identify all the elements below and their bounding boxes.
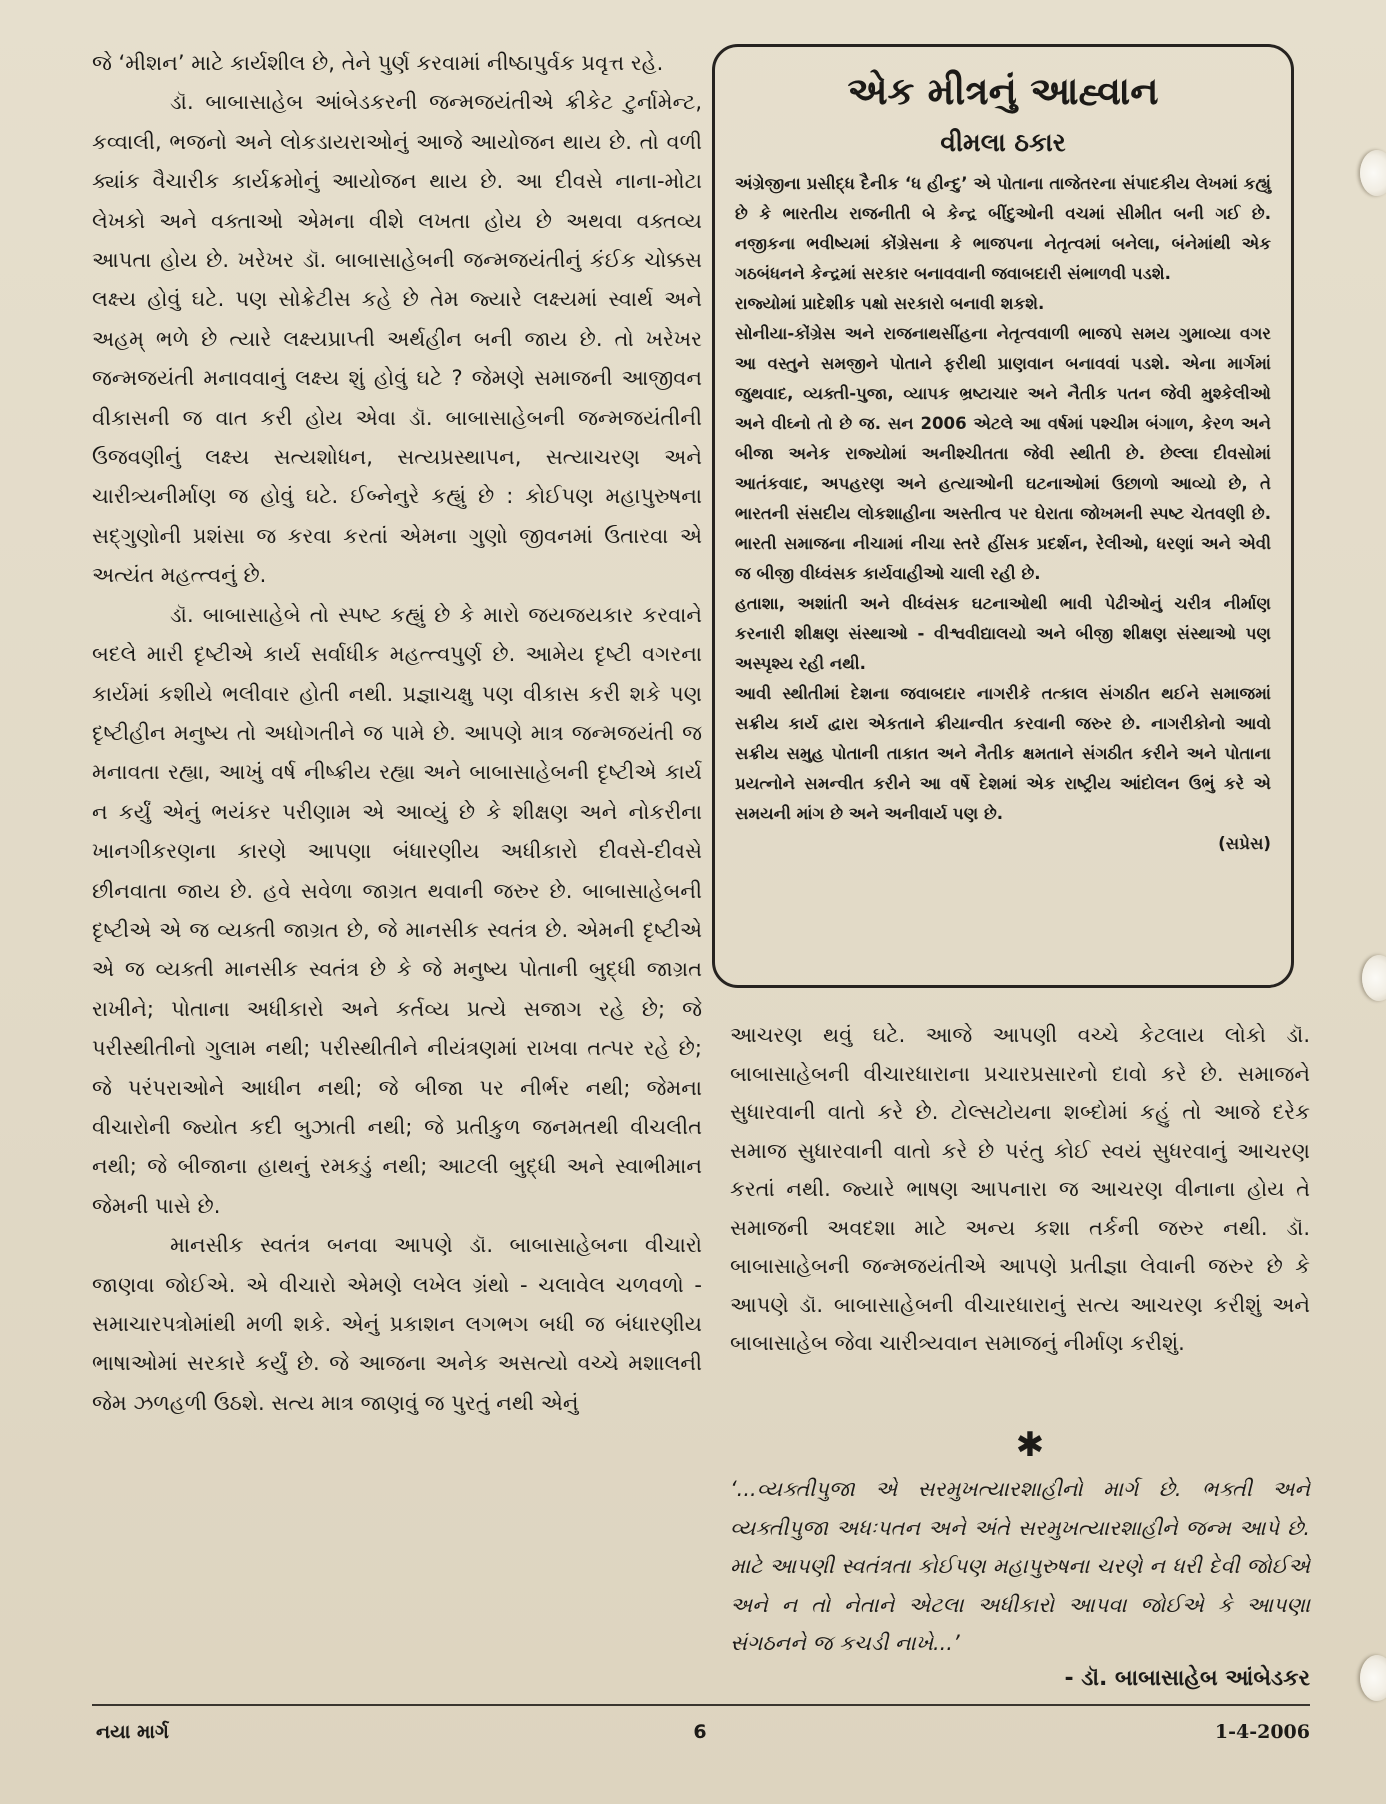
asterisk-separator-icon: ✱ <box>1015 1425 1045 1465</box>
box-paragraph: સોનીયા-કોંગ્રેસ અને રાજનાથસીંહના નેતૃત્વવાળી ભાજપે સમય ગુમાવ્યા વગર આ વસ્તુને સમજીને પોતાને ફરીથી પ્રાણવાન બનાવવાં પડશે. એના માર્ગમાં જુથવાદ, વ્યક્તી-પુજા, વ્યાપક ભ્રષ્ટાચાર અને નૈતીક પતન જેવી મુશ્કેલીઓ અને વીઘ્નો તો છે જ. સન 2006 એટલે આ વર્ષમાં પશ્ચીમ બંગાળ, કેરળ અને બીજા અનેક રાજ્યોમાં અનીશ્ચીતતા જેવી સ્થીતી છે. છેલ્લા દીવસોમાં આતંકવાદ, અપહરણ અને હત્યાઓની ઘટનાઓમાં ઉછાળો આવ્યો છે, તે ભારતની સંસદીય લોકશાહીના અસ્તીત્વ પર ઘેરાતા જોખમની સ્પષ્ટ ચેતવણી છે. ભારતી સમાજના નીચામાં નીચા સ્તરે હીંસક પ્રદર્શન, રેલીઓ, ધરણાં અને એવી જ બીજી વીધ્વંસક કાર્યવાહીઓ ચાલી રહી છે. <box>735 324 1271 583</box>
paragraph: આચરણ થવું ઘટે. આજે આપણી વચ્ચે કેટલાય લોકો ડૉ. બાબાસાહેબની વીચારધારાના પ્રચારપ્રસારનો દાવો કરે છે. સમાજને સુધારવાની વાતો કરે છે. ટોલ્સટોયના શબ્દોમાં કહું તો આજે દરેક સમાજ સુધારવાની વાતો કરે છે પરંતુ કોઈ સ્વયં સુધરવાનું આચરણ કરતાં નથી. જ્યારે ભાષણ આપનારા જ આચરણ વીનાના હોય તે સમાજની અવદશા માટે અન્ય કશા તર્કની જરુર નથી. ડૉ. બાબાસાહેબની જન્મજયંતીએ આપણે પ્રતીજ્ઞા લેવાની જરુર છે કે આપણે ડૉ. બાબાસાહેબની વીચારધારાનું સત્ય આચરણ કરીશું અને બાબાસાહેબ જેવા ચારીત્ર્યવાન સમાજનું નીર્માણ કરીશું. <box>730 1023 1310 1355</box>
paragraph: માનસીક સ્વતંત્ર બનવા આપણે ડૉ. બાબાસાહેબના વીચારો જાણવા જોઈએ. એ વીચારો એમણે લખેલ ગ્રંથો - ચલાવેલ ચળવળો - સમાચારપત્રોમાંથી મળી શકે. એનું પ્રકાશન લગભગ બધી જ બંધારણીય ભાષાઓમાં સરકારે કર્યું છે. જે આજના અનેક અસત્યો વચ્ચે મશાલની જેમ ઝળહળી ઉઠશે. સત્ય માત્ર જાણવું જ પુરતું નથી એનું <box>92 1233 702 1415</box>
ambedkar-quote: ‘...વ્યક્તીપુજા એ સરમુખત્યારશાહીનો માર્ગ છે. ભક્તી અને વ્યક્તીપુજા અધઃપતન અને અંતે સરમુખત્યારશાહીને જન્મ આપે છે. માટે આપણી સ્વતંત્રતા કોઈપણ મહાપુરુષના ચરણે ન ધરી દેવી જોઈએ અને ન તો નેતાને એટલા અધીકારો આપવા જોઈએ કે આપણા સંગઠનને જ કચડી નાખે...’ <box>730 1477 1310 1655</box>
paragraph: ડૉ. બાબાસાહેબે તો સ્પષ્ટ કહ્યું છે કે મારો જયજયકાર કરવાને બદલે મારી દૃષ્ટીએ કાર્ય સર્વાધીક મહત્ત્વપુર્ણ છે. આમેય દૃષ્ટી વગરના કાર્યમાં કશીયે ભલીવાર હોતી નથી. પ્રજ્ઞાચક્ષુ પણ વીકાસ કરી શકે પણ દૃષ્ટીહીન મનુષ્ય તો અધોગતીને જ પામે છે. આપણે માત્ર જન્મજયંતી જ મનાવતા રહ્યા, આખું વર્ષ નીષ્ક્રીય રહ્યા અને બાબાસાહેબની દૃષ્ટીએ કાર્ય ન કર્યું એનું ભયંકર પરીણામ એ આવ્યું છે કે શીક્ષણ અને નોકરીના ખાનગીકરણના કારણે આપણા બંધારણીય અધીકારો દીવસે-દીવસે છીનવાતા જાય છે. હવે સવેળા જાગ્રત થવાની જરુર છે. બાબાસાહેબની દૃષ્ટીએ એ જ વ્યક્તી જાગ્રત છે, જે માનસીક સ્વતંત્ર છે. એમની દૃષ્ટીએ એ જ વ્યક્તી માનસીક સ્વતંત્ર છે કે જે મનુષ્ય પોતાની બુદ્ધી જાગ્રત રાખીને; પોતાના અધીકારો અને કર્તવ્ય પ્રત્યે સજાગ રહે છે; જે પરીસ્થીતીનો ગુલામ નથી; પરીસ્થીતીને નીયંત્રણમાં રાખવા તત્પર રહે છે; જે પરંપરાઓને આધીન નથી; જે બીજા પર નીર્ભર નથી; જેમના વીચારોની જ્યોત કદી બુઝાતી નથી; જે પ્રતીકુળ જનમતથી વીચલીત નથી; જે બીજાના હાથનું રમકડું નથી; આટલી બુદ્ધી અને સ્વાભીમાન જેમની પાસે છે. <box>92 602 702 1218</box>
punch-hole <box>1360 150 1386 196</box>
box-title: એક મીત્રનું આહ્વાન <box>847 69 1159 113</box>
page-number: 6 <box>693 1721 707 1743</box>
paragraph: જે ‘મીશન’ માટે કાર્યશીલ છે, તેને પુર્ણ કરવામાં નીષ્ઠાપુર્વક પ્રવૃત્ત રહે. <box>92 51 664 75</box>
punch-hole <box>1362 955 1386 1001</box>
issue-date: 1-4-2006 <box>1214 1721 1310 1743</box>
publication-name: નયા માર્ગ <box>96 1721 169 1743</box>
box-author: વીમલા ઠકાર <box>940 128 1066 157</box>
paragraph: ડૉ. બાબાસાહેબ આંબેડકરની જન્મજયંતીએ ક્રીકેટ ટુર્નામેન્ટ, કવ્વાલી, ભજનો અને લોકડાયરાઓનું આજે આયોજન થાય છે. તો વળી ક્યાંક વૈચારીક કાર્યક્રમોનું આયોજન થાય છે. આ દીવસે નાના-મોટા લેખકો અને વક્તાઓ એમના વીશે લખતા હોય છે અથવા વક્તવ્ય આપતા હોય છે. ખરેખર ડૉ. બાબાસાહેબની જન્મજયંતીનું કંઈક ચોક્કસ લક્ષ્ય હોવું ઘટે. પણ સોક્રેટીસ કહે છે તેમ જ્યારે લક્ષ્યમાં સ્વાર્થ અને અહમ્ ભળે છે ત્યારે લક્ષ્યપ્રાપ્તી અર્થહીન બની જાય છે. તો ખરેખર જન્મજયંતી મનાવવાનું લક્ષ્ય શું હોવું ઘટે ? જેમણે સમાજની આજીવન વીકાસની જ વાત કરી હોય એવા ડૉ. બાબાસાહેબની જન્મજયંતીની ઉજવણીનું લક્ષ્ય સત્યશોધન, સત્યપ્રસ્થાપન, સત્યાચરણ અને ચારીત્ર્યનીર્માણ જ હોવું ઘટે. ઈબ્નેનુરે કહ્યું છે : કોઈપણ મહાપુરુષના સદ્ગુણોની પ્રશંસા જ કરવા કરતાં એમના ગુણો જીવનમાં ઉતારવા એ અત્યંત મહત્ત્વનું છે. <box>92 90 702 588</box>
box-source: (સપ્રેસ) <box>1218 834 1271 853</box>
box-paragraph: આવી સ્થીતીમાં દેશના જવાબદાર નાગરીકે તત્કાલ સંગઠીત થઈને સમાજમાં સક્રીય કાર્ય દ્વારા એકતાને ક્રીયાન્વીત કરવાની જરુર છે. નાગરીકોનો આવો સક્રીય સમુહ પોતાની તાકાત અને નૈતીક ક્ષમતાને સંગઠીત કરીને અને પોતાના પ્રયત્નોને સમન્વીત કરીને આ વર્ષે દેશમાં એક રાષ્ટ્રીય આંદોલન ઉભું કરે એ સમયની માંગ છે અને અનીવાર્ય પણ છે. <box>735 684 1271 823</box>
left-column <box>92 44 702 1423</box>
box-paragraph: હતાશા, અશાંતી અને વીધ્વંસક ઘટનાઓથી ભાવી પેઢીઓનું ચરીત્ર નીર્માણ કરનારી શીક્ષણ સંસ્થાઓ - વીશ્વવીદ્યાલયો અને બીજી શીક્ષણ સંસ્થાઓ પણ અસ્પૃશ્ય રહી નથી. <box>735 594 1271 673</box>
right-column <box>730 1016 1310 1363</box>
punch-hole <box>1360 1655 1386 1701</box>
quote-author: - ડૉ. બાબાસાહેબ આંબેડકર <box>1064 1666 1310 1691</box>
box-paragraph: અંગ્રેજીના પ્રસીદ્ધ દૈનીક ‘ધ હીન્દુ’ એ પોતાના તાજેતરના સંપાદકીય લેખમાં કહ્યું છે કે ભારતીય રાજનીતી બે કેન્દ્ર બીંદુઓની વચમાં સીમીત બની ગઈ છે. નજીકના ભવીષ્યમાં કોંગ્રેસના કે ભાજપના નેતૃત્વમાં બનેલા, બંનેમાંથી એક ગઠબંધનને કેન્દ્રમાં સરકાર બનાવવાની જવાબદારી સંભાળવી પડશે. <box>735 174 1271 283</box>
box-paragraph: રાજ્યોમાં પ્રાદેશીક પક્ષો સરકારો બનાવી શકશે. <box>735 294 1045 313</box>
footer-divider <box>92 1704 1310 1706</box>
box-body <box>735 169 1271 859</box>
article-box <box>712 44 1294 988</box>
